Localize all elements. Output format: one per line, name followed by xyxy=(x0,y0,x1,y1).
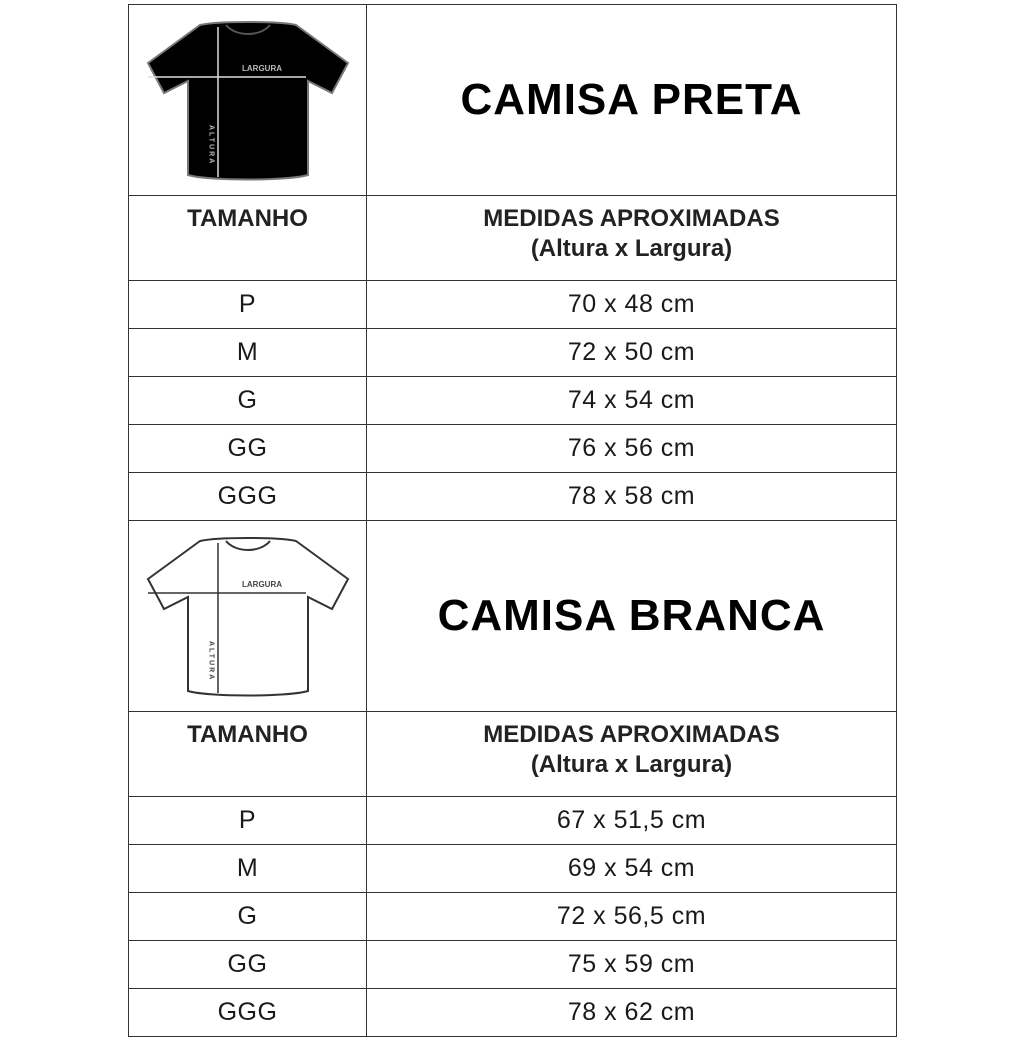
tshirt-black-icon xyxy=(138,15,358,185)
size-cell: M xyxy=(129,845,367,893)
measures-header-line2: (Altura x Largura) xyxy=(530,751,733,778)
measures-column-header xyxy=(367,196,897,281)
size-column-header: TAMANHO xyxy=(129,712,367,797)
tshirt-white-icon xyxy=(138,531,358,701)
column-header-row xyxy=(129,196,897,281)
size-chart xyxy=(128,4,896,1037)
table-row xyxy=(129,425,897,473)
table-row xyxy=(129,473,897,521)
measures-header-line1: MEDIDAS APROXIMADAS xyxy=(483,721,780,748)
shirt-diagram-cell xyxy=(129,5,367,196)
size-cell: GG xyxy=(129,425,367,473)
table-row xyxy=(129,989,897,1037)
size-column-header: TAMANHO xyxy=(129,196,367,281)
section-title: CAMISA PRETA xyxy=(367,5,897,196)
table-row xyxy=(129,281,897,329)
measure-cell: 75 x 59 cm xyxy=(367,941,897,989)
measure-cell: 76 x 56 cm xyxy=(367,425,897,473)
table-row xyxy=(129,845,897,893)
measures-header-line1: MEDIDAS APROXIMADAS xyxy=(483,205,780,232)
diagram-width-label: LARGURA xyxy=(241,64,282,73)
section-title: CAMISA BRANCA xyxy=(367,521,897,712)
measure-cell: 69 x 54 cm xyxy=(367,845,897,893)
measure-cell: 78 x 62 cm xyxy=(367,989,897,1037)
size-cell: M xyxy=(129,329,367,377)
table-row xyxy=(129,797,897,845)
measure-cell: 72 x 50 cm xyxy=(367,329,897,377)
shirt-diagram-cell xyxy=(129,521,367,712)
size-cell: G xyxy=(129,893,367,941)
table-row xyxy=(129,941,897,989)
measure-cell: 72 x 56,5 cm xyxy=(367,893,897,941)
measures-header-line2: (Altura x Largura) xyxy=(530,235,733,262)
diagram-height-label: ALTURA xyxy=(207,125,214,166)
size-cell: P xyxy=(129,797,367,845)
diagram-width-label: LARGURA xyxy=(241,580,282,589)
table-row xyxy=(129,329,897,377)
measure-cell: 74 x 54 cm xyxy=(367,377,897,425)
size-cell: GG xyxy=(129,941,367,989)
measure-cell: 78 x 58 cm xyxy=(367,473,897,521)
measure-cell: 70 x 48 cm xyxy=(367,281,897,329)
measure-cell: 67 x 51,5 cm xyxy=(367,797,897,845)
column-header-row xyxy=(129,712,897,797)
table-row xyxy=(129,893,897,941)
size-cell: G xyxy=(129,377,367,425)
table-row xyxy=(129,377,897,425)
size-table xyxy=(128,4,897,1037)
section-black-header xyxy=(129,5,897,196)
size-cell: P xyxy=(129,281,367,329)
section-white-header xyxy=(129,521,897,712)
size-cell: GGG xyxy=(129,473,367,521)
measures-column-header xyxy=(367,712,897,797)
size-cell: GGG xyxy=(129,989,367,1037)
diagram-height-label: ALTURA xyxy=(207,641,214,682)
